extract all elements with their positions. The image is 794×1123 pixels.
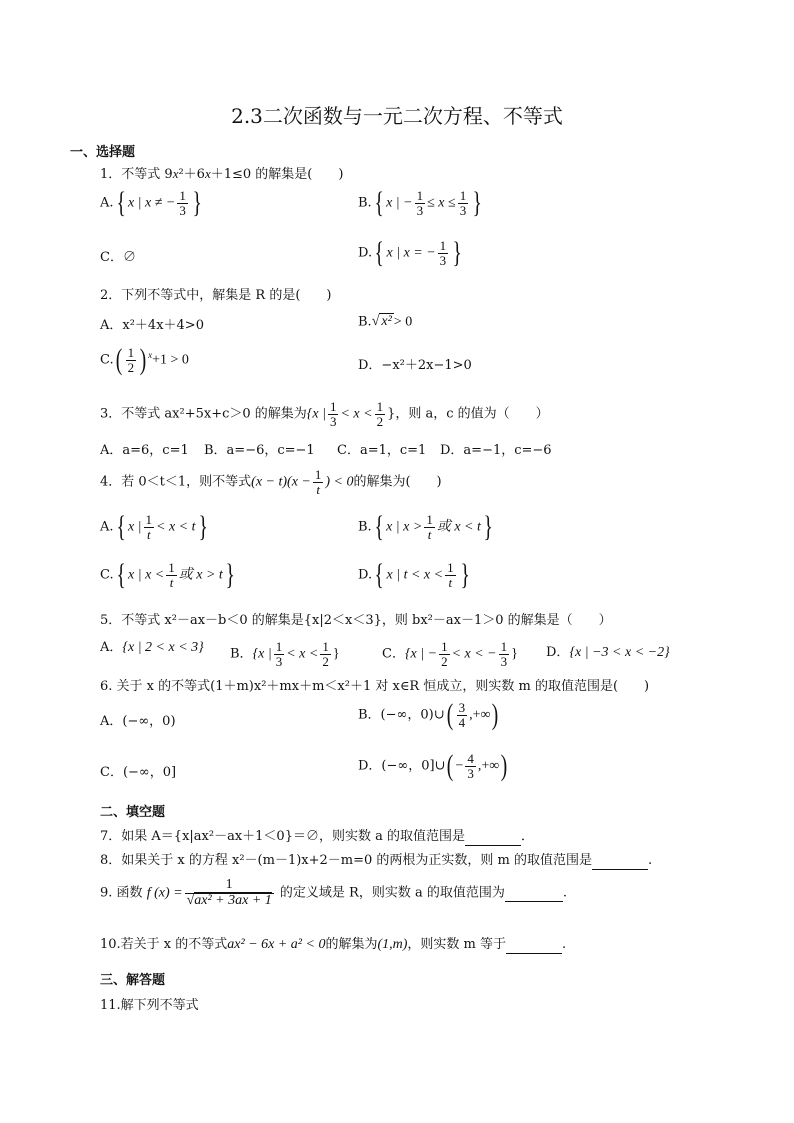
page-title: 2.3二次函数与一元二次方程、不等式 [231,104,563,128]
section-heading-choice: 一、选择题 [70,145,136,160]
answer-blank [465,829,521,846]
fraction: $\frac{1}{t}$ [314,467,322,497]
fraction: $\frac{1}{\text{√ax² + 3ax + 1}}$ [186,877,272,908]
fraction: $\frac{4}{3}$ [467,750,474,781]
question-2-option-b: B.√ x² > 0 [358,314,413,330]
fraction: $\frac{1}{3}$ [439,237,447,268]
question-11: 11.解下列不等式 [100,998,199,1013]
question-2-option-d: D．−x²＋2x−1>0 [358,358,472,373]
question-2-option-c: C.( $\frac{1}{2}$ ) $^x$+1 > 0 [100,343,189,376]
fraction: $\frac{1}{2}$ [322,639,329,669]
question-6-stem: 6. 关于 x 的不等式(1＋m)x²＋mx＋m＜x²＋1 对 x∈R 恒成立，则实数 m 的取值范围是( ) [100,679,650,694]
fraction: $\frac{1}{t}$ [168,559,175,590]
fraction: $\frac{1}{3}$ [179,187,186,218]
question-2-option-a: A．x²＋4x＋4>0 [100,318,204,333]
question-4-stem: 4．若 0＜t＜1，则不等式(x − t)(x − $\frac{1}{t}$ ) < 0的解集为( ) [100,467,442,497]
question-6-option-a: A．(−∞，0) [100,714,176,729]
fraction: $\frac{1}{2}$ [441,639,448,669]
section-heading-solve: 三、解答题 [100,973,166,988]
question-3-option-a: A．a=6，c=1 [100,443,189,458]
question-1-option-a: A.{ x | x ≠ − $\frac{1}{3}$ } [100,186,202,219]
question-9: 9. 函数 f (x) = $\frac{1}{\text{√ax² + 3ax + 1}}$ 的定义域是 R，则实数 a 的取值范围为 . [100,877,567,908]
answer-blank [506,937,562,954]
question-5-option-a: A．{x | 2 < x < 3} [100,640,204,655]
fraction: $\frac{1}{3}$ [275,639,283,669]
question-4-option-b: B.{ x | x > $\frac{1}{t}$ 或 x < t} [358,510,493,543]
square-root: √ x² [371,314,392,329]
fraction: $\frac{1}{3}$ [416,187,424,218]
fraction: $\frac{1}{3}$ [500,639,508,669]
question-3-option-d: D．a=−1，c=−6 [440,443,552,458]
fraction: $\frac{1}{t}$ [426,511,433,542]
question-3-stem: 3．不等式 ax²+5x+c＞0 的解集为{x | $\frac{1}{3}$ < x < $\frac{1}{2}$ }，则 a，c 的值为（ ） [100,399,549,429]
fraction: $\frac{1}{2}$ [376,399,384,429]
question-4-option-a: A.{ x | $\frac{1}{t}$ < x < t} [100,510,208,543]
question-3-option-c: C．a=1，c=1 [337,443,427,458]
question-5-option-c: C．{x | − $\frac{1}{2}$ < x < − $\frac{1}{3}$ } [382,639,518,669]
question-5-option-d: D．{x | −3 < x < −2} [546,645,670,660]
question-6-option-c: C．(−∞，0] [100,765,177,780]
fraction: $\frac{1}{2}$ [127,344,135,375]
question-2-stem: 2．下列不等式中，解集是 R 的是( ) [100,288,332,303]
answer-blank [592,853,648,870]
question-6-option-d: D．(−∞，0]∪( − $\frac{4}{3}$ ,+∞) [358,749,508,782]
question-1-option-c: C．∅ [100,250,136,265]
question-1-option-b: B.{ x | − $\frac{1}{3}$ ≤ x ≤ $\frac{1}{3}$ } [358,186,483,219]
question-4-option-c: C.{ x | x < $\frac{1}{t}$ 或 x > t} [100,558,235,591]
answer-blank [505,886,563,903]
fraction: $\frac{1}{3}$ [459,187,467,218]
question-4-option-d: D.{ x | t < x < $\frac{1}{t}$ } [358,558,470,591]
fraction: $\frac{1}{t}$ [145,511,152,542]
question-1-stem: 1．不等式 9x²＋6x＋1≤0 的解集是( ) [100,166,344,182]
fraction: $\frac{1}{t}$ [447,559,454,590]
fraction: $\frac{1}{3}$ [329,399,337,429]
question-1-option-d: D.{ x | x = − $\frac{1}{3}$ } [358,236,463,269]
question-6-option-b: B．(−∞，0)∪( $\frac{3}{4}$ ,+∞) [358,698,499,731]
question-7: 7．如果 A＝{x|ax²－ax＋1＜0}＝∅，则实数 a 的取值范围是 ． [100,829,534,844]
section-heading-fill: 二、填空题 [100,805,166,820]
question-5-option-b: B．{x | $\frac{1}{3}$ < x < $\frac{1}{2}$ } [230,639,340,669]
question-5-stem: 5．不等式 x²－ax－b＜0 的解集是{x|2＜x＜3}，则 bx²－ax－1＞0 的解集是（ ） [100,613,612,628]
question-8: 8．如果关于 x 的方程 x²－(m－1)x+2－m=0 的两根为正实数，则 m 的取值范围是 . [100,853,653,868]
fraction: $\frac{3}{4}$ [458,699,466,730]
question-3-option-b: B．a=−6，c=−1 [204,443,315,458]
question-10: 10.若关于 x 的不等式ax² − 6x + a² < 0的解集为(1,m)，则实数 m 等于 . [100,937,567,952]
